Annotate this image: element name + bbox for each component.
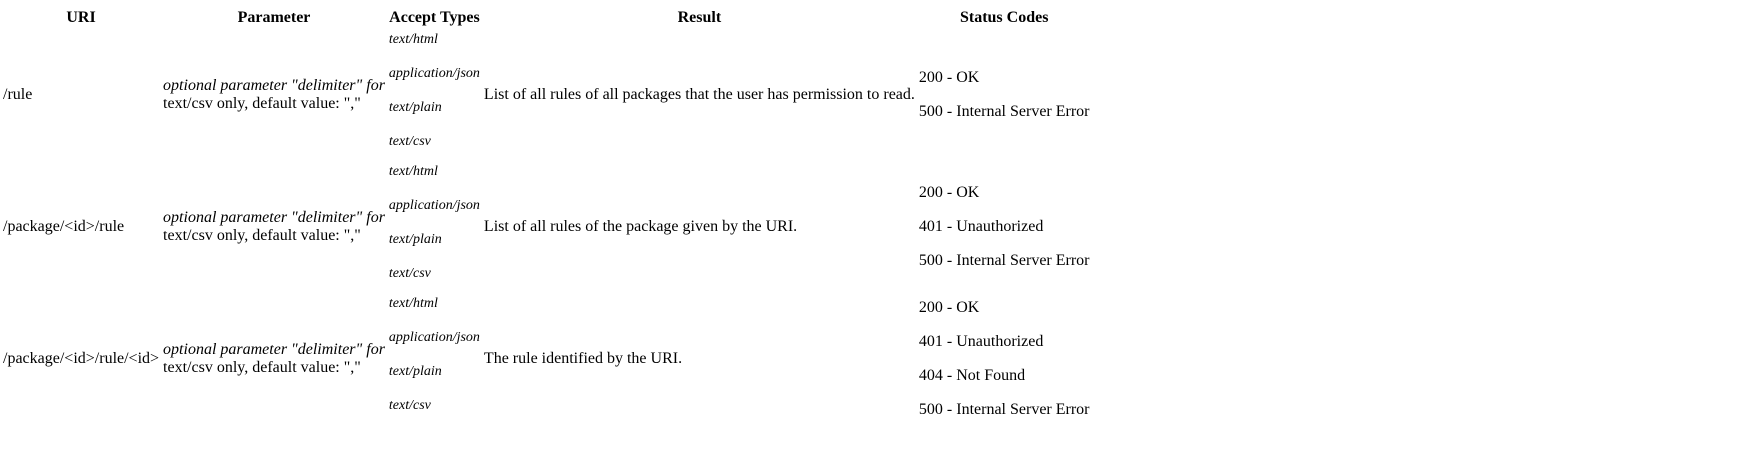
uri-cell: /package/<id>/rule/<id> xyxy=(3,350,160,367)
header-row xyxy=(2,2,1091,28)
status-code: 200 - OK xyxy=(918,184,980,201)
accept-types-cell xyxy=(388,294,481,424)
status-code: 500 - Internal Server Error xyxy=(918,401,1090,418)
parameter-cell xyxy=(162,30,386,160)
parameter-description: optional parameter "delimiter" for xyxy=(163,77,385,94)
header-result: Result xyxy=(677,9,722,26)
header-uri: URI xyxy=(66,9,96,26)
header-parameter: Parameter xyxy=(237,9,311,26)
accept-types-cell xyxy=(388,30,481,160)
accept-type: text/csv xyxy=(388,134,431,149)
header-accept-types: Accept Types xyxy=(389,9,480,26)
uri-cell: /rule xyxy=(3,86,33,103)
table-row xyxy=(2,294,1091,424)
accept-type: text/plain xyxy=(388,232,442,247)
accept-type: application/json xyxy=(388,330,480,345)
parameter-cell xyxy=(162,294,386,424)
accept-type: text/html xyxy=(388,164,438,179)
parameter-description: optional parameter "delimiter" for xyxy=(163,209,385,226)
uri-cell: /package/<id>/rule xyxy=(3,218,125,235)
status-code: 500 - Internal Server Error xyxy=(918,103,1090,120)
accept-type: text/csv xyxy=(388,398,431,413)
result-cell: The rule identified by the URI. xyxy=(483,350,683,367)
accept-type: text/plain xyxy=(388,364,442,379)
status-code: 404 - Not Found xyxy=(918,367,1026,384)
table-row xyxy=(2,162,1091,292)
status-codes-cell xyxy=(918,30,1091,160)
result-cell: List of all rules of the package given by the URI. xyxy=(483,218,798,235)
parameter-default: text/csv only, default value: "," xyxy=(163,227,361,244)
status-codes-cell xyxy=(918,162,1091,292)
accept-type: application/json xyxy=(388,66,480,81)
header-status-codes: Status Codes xyxy=(959,9,1049,26)
status-code: 200 - OK xyxy=(918,69,980,86)
table-row xyxy=(2,30,1091,160)
parameter-default: text/csv only, default value: "," xyxy=(163,359,361,376)
accept-type: text/html xyxy=(388,296,438,311)
status-code: 200 - OK xyxy=(918,299,980,316)
status-code: 401 - Unauthorized xyxy=(918,218,1044,235)
accept-type: text/plain xyxy=(388,100,442,115)
accept-type: text/csv xyxy=(388,266,431,281)
parameter-description: optional parameter "delimiter" for xyxy=(163,341,385,358)
status-code: 500 - Internal Server Error xyxy=(918,252,1090,269)
parameter-cell xyxy=(162,162,386,292)
accept-types-cell xyxy=(388,162,481,292)
accept-type: application/json xyxy=(388,198,480,213)
status-codes-cell xyxy=(918,294,1091,424)
status-code: 401 - Unauthorized xyxy=(918,333,1044,350)
result-cell: List of all rules of all packages that the user has permission to read. xyxy=(483,86,915,103)
accept-type: text/html xyxy=(388,32,438,47)
parameter-default: text/csv only, default value: "," xyxy=(163,95,361,112)
